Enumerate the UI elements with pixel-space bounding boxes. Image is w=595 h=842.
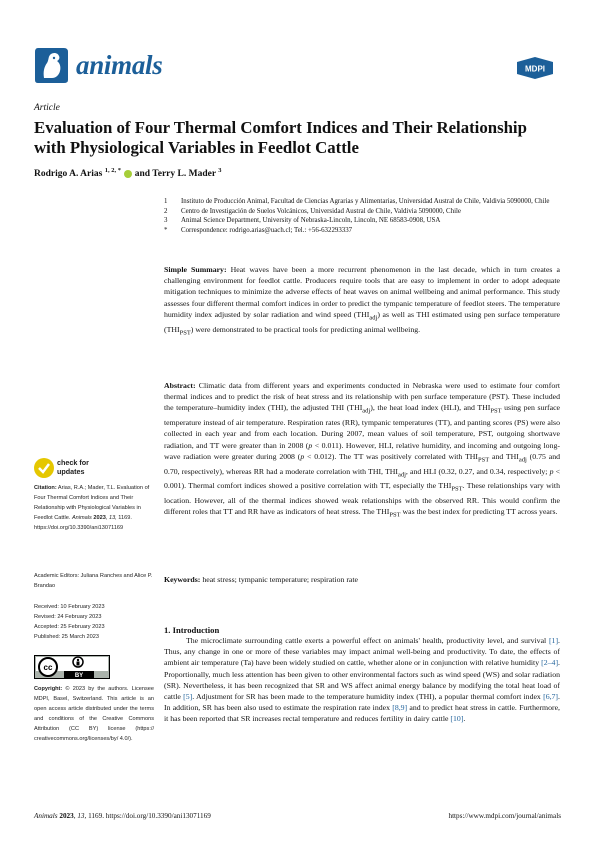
publication-dates <box>34 602 154 642</box>
simple-summary-label: Simple Summary: <box>164 265 227 274</box>
abstract-text: < 0.011). However, HLI, relative humidity, and incoming and outgoing long-wave radiation were greater during 2008 ( <box>164 440 560 461</box>
affiliation-mark: 2 <box>164 207 168 215</box>
author-conjunction: and <box>134 169 151 180</box>
simple-summary-text: ) were demonstrated to be practical tools for predicting animal wellbeing. <box>190 324 421 334</box>
affiliation-text: Instituto de Producción Animal, Facultad de Ciencias Agrarias y Alimentarias, Universidad Austral de Chile, Valdivia 5090000, Chile <box>181 198 550 205</box>
body-text: . Adjustment for SR has been made to the temperature humidity index (THI), a popular thermal comfort index <box>192 692 544 702</box>
introduction-text <box>164 635 560 725</box>
affiliation-item <box>164 226 564 236</box>
abstract <box>164 380 560 521</box>
subscript: PST <box>490 407 502 415</box>
check-updates-line: updates <box>57 466 85 476</box>
subscript: PST <box>389 511 401 519</box>
abstract-text: ), the heat load index (HLI), and THI <box>370 403 491 413</box>
publisher-label: MDPI <box>525 64 545 74</box>
citation-label: Citation: <box>34 485 57 491</box>
body-text: . Thus, any change in one or more of these variables may impact animal well-being and productivity. To date, the effects of ambient air temperature (Ta) have been widely studied on cattle, whether alone or in conjunction with relative humidity <box>164 636 560 668</box>
affiliations <box>164 197 564 235</box>
copyright-label: Copyright: <box>34 686 63 692</box>
reference-link[interactable]: [8,9] <box>392 703 408 713</box>
check-for-updates-button[interactable] <box>34 457 114 481</box>
author-affiliation-marks: 1, 2, * <box>104 167 121 174</box>
journal-logo-icon <box>34 46 70 84</box>
subscript: adj <box>362 407 371 415</box>
abstract-label: Abstract: <box>164 381 196 390</box>
affiliation-text: Animal Science Department, University of Nebraska-Lincoln, Lincoln, NE 68583-0908, USA <box>181 217 441 224</box>
affiliation-mark: 1 <box>164 198 168 205</box>
abstract-text: , and HLI (0.32, 0.27, and 0.34, respectively; <box>405 466 550 476</box>
body-text: . In addition, SR has been also used to estimate the respiration rate index <box>164 692 560 713</box>
p-symbol: p <box>300 451 305 461</box>
subscript: adj <box>369 314 378 322</box>
cc-label: cc <box>43 663 53 672</box>
footer-doi[interactable]: 1169. https://doi.org/10.3390/ani13071169 <box>86 812 211 820</box>
orcid-icon[interactable] <box>124 170 132 178</box>
footer-volume: , 13, <box>73 812 87 820</box>
section-heading: 1. Introduction <box>164 625 220 635</box>
affiliation-text: Centro de Investigación de Suelos Volcánicos, Universidad Austral de Chile, Valdivia 5090000, Chile <box>181 207 461 215</box>
copyright-text: © 2023 by the authors. Licensee MDPI, Basel, Switzerland. This article is an open access article distributed under the terms and conditions of the Creative Commons Attribution (CC BY) license (https:// creativecommons.org/licenses/by/ 4.0/). <box>34 686 154 742</box>
affiliation-mark: 3 <box>164 217 168 224</box>
body-text: and to predict heat stress in cattle. Furthermore, it has been reported that SR increases rectal temperature and reduces fertility in dairy cattle <box>164 703 560 724</box>
simple-summary-text: Heat waves have been a more recurrent phenomenon in the last decade, which in turn creates a challenging environment for feedlot cattle. Producers require tools that are easy to implement in order to adopt adequate mitigation techniques to minimize the adverse effects of heat waves on animal wellbeing and animal performance. This study assesses four different thermal comfort indices in order to predict the tympanic temperature of feedlot steers. The temperature humidity index adjusted by solar radiation and wind speed (THI <box>164 265 560 319</box>
keywords-text: heat stress; tympanic temperature; respiration rate <box>200 575 358 584</box>
body-text: . Proportionally, much less attention has been given to other environmental factors such as wind speed (WS) and solar radiation (SR). Nevertheless, it has been recognized that SR and WS affect animal energy balance by modifying the total heat load of cattle <box>164 658 560 702</box>
keywords <box>164 574 560 585</box>
affiliation-item <box>164 216 564 226</box>
correspondence-text: Correspondence: rodrigo.arias@uach.cl; Tel.: +56-632293337 <box>181 226 353 234</box>
mdpi-logo-icon <box>515 57 555 79</box>
p-symbol: p <box>549 466 554 476</box>
affiliation-item <box>164 207 564 217</box>
author-name[interactable]: Terry L. Mader <box>152 169 216 180</box>
reference-link[interactable]: [5] <box>183 692 193 702</box>
citation-volume: , 13, <box>105 515 117 521</box>
journal-name: animals <box>76 50 163 80</box>
reference-link[interactable]: [6,7] <box>543 692 559 702</box>
subscript: adj <box>518 456 527 464</box>
affiliation-item <box>164 197 564 207</box>
author-name[interactable]: Rodrigo A. Arias <box>34 169 103 180</box>
article-title: Evaluation of Four Thermal Comfort Indices and Their Relationship with Physiological Variables in Feedlot Cattle <box>34 118 527 157</box>
published-date: Published: 25 March 2023 <box>34 634 99 640</box>
citation-journal: Animals <box>71 515 92 521</box>
abstract-text: (0.75 and 0.70, respectively), whereas RR had a moderate correlation with THI, THI <box>164 451 560 476</box>
accepted-date: Accepted: 25 February 2023 <box>34 624 105 630</box>
subscript: adj <box>397 471 406 479</box>
academic-editors: Academic Editors: Juliana Ranches and Alice P. Brandao <box>34 573 153 589</box>
abstract-text: Climatic data from different years and experiments conducted in Nebraska were used to estimate four comfort thermal indices and to predict the risk of heat stress and its relationship with pen surface temperature (PST). These included the temperature–humidity index (THI), the adjusted THI (THI <box>164 381 560 413</box>
copyright-notice <box>34 684 154 744</box>
cc-by-license-icon[interactable] <box>34 655 110 679</box>
simple-summary-text: ) as well as THI estimated using pen surface temperature (THI <box>164 309 560 334</box>
abstract-text: < 0.012). The TT was positively correlated with THI <box>304 451 478 461</box>
citation-year: 2023 <box>91 515 106 521</box>
reference-link[interactable]: [10] <box>450 714 464 724</box>
check-updates-label <box>57 459 89 476</box>
reference-link[interactable]: [2–4] <box>541 658 559 668</box>
citation-text: Arias, R.A.; Mader, T.L. Evaluation of Four Thermal Comfort Indices and Their Relationship with Physiological Variables in Feedlot Cattle. <box>34 485 150 521</box>
keywords-label: Keywords: <box>164 575 201 584</box>
check-updates-line: check for <box>57 458 89 467</box>
footer-citation <box>34 812 211 820</box>
subscript: PST <box>451 485 463 493</box>
abstract-text: was the best index for predicting TT across years. <box>400 507 558 517</box>
abstract-text: using pen surface temperature instead of air temperature. Respiration rates (RR), tympanic temperatures (TT), and panting scores (PS) were also collected in each year and from each location. During 2007, mean values of soil temperature, PST, outgoing shortwave radiation, and TT were greater than in 2008 ( <box>164 403 560 450</box>
by-label: BY <box>74 673 84 679</box>
p-symbol: p <box>308 440 313 450</box>
author-affiliation-marks: 3 <box>218 167 222 174</box>
abstract-text: and THI <box>489 451 519 461</box>
author-list <box>34 167 222 179</box>
reference-link[interactable]: [1] <box>548 636 559 645</box>
simple-summary <box>164 264 560 338</box>
revised-date: Revised: 24 February 2023 <box>34 614 102 620</box>
footer-journal-url[interactable]: https://www.mdpi.com/journal/animals <box>448 812 561 820</box>
subscript: PST <box>477 456 490 464</box>
article-type: Article <box>34 103 60 113</box>
body-text: The microclimate surrounding cattle exerts a powerful effect on animals' health, productivity level, and survival <box>186 636 549 645</box>
affiliation-mark: * <box>164 226 168 234</box>
body-text: . <box>463 714 466 724</box>
footer-year: 2023 <box>57 812 74 820</box>
subscript: PST <box>179 329 191 337</box>
citation-block <box>34 483 154 533</box>
citation-doi[interactable]: 1169. https://doi.org/10.3390/ani13071169 <box>34 515 132 531</box>
abstract-text: . These relationships vary with location. However, all of the thermal indices showed weak relationships with the observed RR. This would confirm the different roles that TT and RR have as indicators of heat stress. The THI <box>164 481 560 517</box>
check-updates-icon <box>34 458 54 478</box>
abstract-text: < 0.001). Thermal comfort indices showed a positive correlation with TT, especially the THI <box>164 466 560 491</box>
footer-journal: Animals <box>34 812 58 820</box>
received-date: Received: 10 February 2023 <box>34 604 105 610</box>
